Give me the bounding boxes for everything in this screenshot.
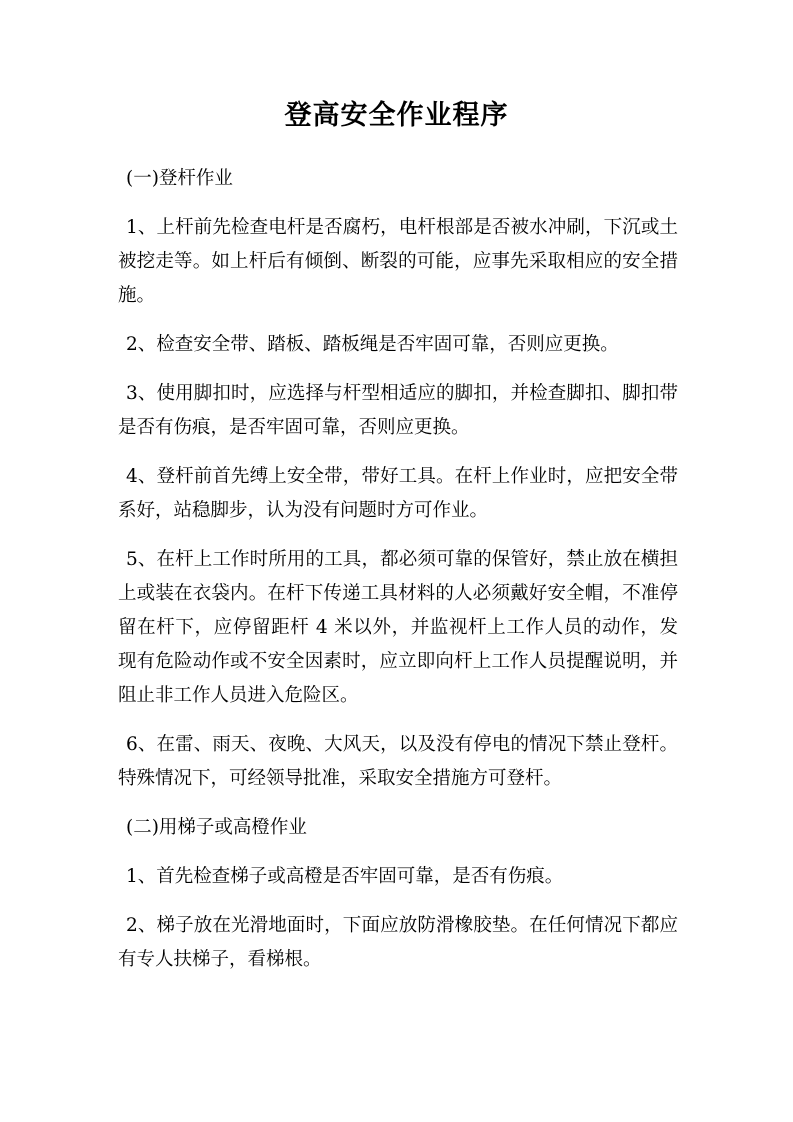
document-title: 登高安全作业程序 [284, 100, 509, 131]
paragraph: 5、在杆上工作时所用的工具，都必须可靠的保管好，禁止放在横担上或装在衣袋内。在杆下传递工具材料的人必须戴好安全帽，不准停留在杆下，应停留距杆 4 米以外，并监视杆上工作人员的动作，发现有危险动作或不安全因素时，应立即向杆上工作人员提醒说明，并阻止非工作人员进入危险区。 [118, 549, 678, 706]
document-body [118, 162, 678, 992]
paragraph: 1、首先检查梯子或高橙是否牢固可靠，是否有伤痕。 [126, 866, 564, 887]
paragraph: 2、检查安全带、踏板、踏板绳是否牢固可靠，否则应更换。 [126, 334, 619, 355]
paragraph: 6、在雷、雨天、夜晚、大风天，以及没有停电的情况下禁止登杆。特殊情况下，可经领导批准，采取安全措施方可登杆。 [118, 734, 678, 789]
paragraph: 2、梯子放在光滑地面时，下面应放防滑橡胶垫。在任何情况下都应有专人扶梯子，看梯根。 [118, 915, 678, 970]
section-heading-climbing-pole: (一)登杆作业 [126, 168, 233, 189]
paragraph: 1、上杆前先检查电杆是否腐朽，电杆根部是否被水冲刷，下沉或土被挖走等。如上杆后有倾倒、断裂的可能，应事先采取相应的安全措施。 [118, 217, 678, 306]
paragraph: 3、使用脚扣时，应选择与杆型相适应的脚扣，并检查脚扣、脚扣带是否有伤痕，是否牢固可靠，否则应更换。 [118, 383, 678, 438]
section-heading-ladder: (二)用梯子或高橙作业 [126, 817, 307, 838]
paragraph: 4、登杆前首先缚上安全带，带好工具。在杆上作业时，应把安全带系好，站稳脚步，认为没有问题时方可作业。 [118, 466, 678, 521]
